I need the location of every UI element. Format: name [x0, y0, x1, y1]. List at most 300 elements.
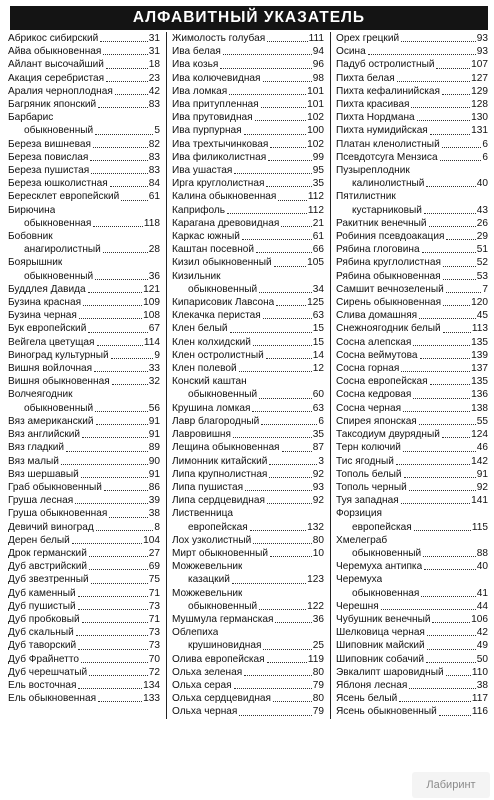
- index-entry: [336, 653, 488, 666]
- dot-leader: [427, 648, 476, 650]
- index-entry: [336, 217, 488, 230]
- entry-name: Липа пушистая: [172, 481, 244, 493]
- entry-page-number: 120: [471, 297, 488, 309]
- index-entry: [336, 560, 488, 573]
- entry-page-number: 93: [312, 481, 324, 493]
- index-entry: [172, 217, 324, 230]
- dot-leader: [93, 225, 143, 227]
- entry-name: Ива колючевидная: [172, 72, 261, 84]
- entry-name: Дуб таворский: [8, 640, 77, 652]
- dot-leader: [381, 608, 476, 610]
- entry-row: [336, 177, 488, 190]
- dot-leader: [83, 304, 142, 306]
- index-entry: [336, 322, 488, 335]
- entry-page-number: 35: [312, 178, 324, 190]
- entry-name: Ива белая: [172, 46, 221, 58]
- dot-leader: [121, 199, 147, 201]
- entry-page-number: 18: [148, 59, 160, 71]
- entry-name: Рябина глоговина: [336, 244, 420, 256]
- entry-name: обыкновенный: [188, 600, 258, 612]
- entry-name: Хмелеграб: [336, 534, 388, 546]
- entry-row: [8, 349, 160, 362]
- index-entry: [8, 679, 160, 692]
- dot-leader: [430, 133, 470, 135]
- dot-leader: [230, 331, 312, 333]
- index-entry: [336, 138, 488, 151]
- dot-leader: [244, 133, 307, 135]
- index-entry: [336, 151, 488, 164]
- entry-page-number: 83: [148, 151, 160, 163]
- entry-name: Береза пушистая: [8, 165, 90, 177]
- index-entry: [8, 560, 160, 573]
- entry-row: [172, 507, 324, 520]
- entry-page-number: 101: [307, 85, 324, 97]
- entry-name: Дуб черешчатый: [8, 666, 88, 678]
- entry-page-number: 115: [471, 521, 488, 533]
- dot-leader: [282, 450, 312, 452]
- entry-name: Падуб остролистный: [336, 59, 435, 71]
- dot-leader: [88, 331, 147, 333]
- entry-name: Девичий виноград: [8, 521, 94, 533]
- entry-row: [172, 256, 324, 269]
- entry-name: Пузыреплодник: [336, 165, 410, 177]
- index-column-2: [166, 32, 324, 719]
- dot-leader: [446, 291, 482, 293]
- entry-row: [8, 613, 160, 626]
- dot-leader: [259, 397, 312, 399]
- entry-row: [172, 270, 324, 283]
- index-entry: [172, 322, 324, 335]
- entry-row: [172, 190, 324, 203]
- entry-page-number: 94: [312, 46, 324, 58]
- index-entry: [336, 375, 488, 388]
- dot-leader: [103, 251, 148, 253]
- entry-row: [336, 190, 488, 203]
- entry-page-number: 9: [154, 349, 160, 361]
- dot-leader: [100, 40, 148, 42]
- index-entry: [8, 521, 160, 534]
- dot-leader: [253, 542, 312, 544]
- entry-row: [336, 270, 488, 283]
- index-entry: [172, 428, 324, 441]
- index-entry: [336, 692, 488, 705]
- entry-name: Рябина обыкновенная: [336, 270, 441, 282]
- entry-row: [172, 138, 324, 151]
- index-entry: [8, 322, 160, 335]
- entry-row: [172, 388, 324, 401]
- dot-leader: [61, 463, 148, 465]
- entry-row: [8, 587, 160, 600]
- dot-leader: [263, 648, 311, 650]
- index-entry: [8, 666, 160, 679]
- entry-row: [336, 547, 488, 560]
- index-entry: [336, 705, 488, 718]
- entry-page-number: 8: [154, 521, 160, 533]
- index-entry: [8, 639, 160, 652]
- index-entry: [172, 164, 324, 177]
- index-entry: [336, 98, 488, 111]
- entry-name: Сосна горная: [336, 363, 400, 375]
- entry-name: Клен колхидский: [172, 336, 251, 348]
- index-entry: [172, 336, 324, 349]
- entry-name: Акация серебристая: [8, 72, 105, 84]
- index-entry: [8, 256, 160, 282]
- index-entry: [172, 32, 324, 45]
- index-entry: [172, 349, 324, 362]
- index-entry: [172, 653, 324, 666]
- index-entry: [172, 587, 324, 613]
- entry-name: обыкновенный: [24, 270, 94, 282]
- entry-row: [172, 666, 324, 679]
- entry-page-number: 95: [312, 165, 324, 177]
- entry-page-number: 69: [148, 561, 160, 573]
- index-entry: [172, 402, 324, 415]
- entry-row: [336, 309, 488, 322]
- entry-name: Тополь белый: [336, 468, 402, 480]
- dot-leader: [269, 476, 311, 478]
- entry-row: [172, 521, 324, 534]
- index-entry: [172, 190, 324, 203]
- dot-leader: [106, 80, 148, 82]
- entry-page-number: 15: [312, 336, 324, 348]
- index-entry: [8, 507, 160, 520]
- entry-name: Ракитник венечный: [336, 217, 427, 229]
- dot-leader: [78, 687, 142, 689]
- entry-page-number: 118: [143, 217, 160, 229]
- entry-row: [172, 653, 324, 666]
- entry-row: [8, 309, 160, 322]
- dot-leader: [111, 357, 154, 359]
- entry-name: Рябина круглолистная: [336, 257, 441, 269]
- entry-name: Дрок германский: [8, 547, 87, 559]
- dot-leader: [82, 621, 148, 623]
- index-entry: [172, 309, 324, 322]
- dot-leader: [419, 317, 476, 319]
- dot-leader: [443, 265, 476, 267]
- entry-row: [8, 441, 160, 454]
- index-entry: [8, 653, 160, 666]
- entry-page-number: 53: [476, 270, 488, 282]
- entry-page-number: 28: [148, 244, 160, 256]
- entry-row: [8, 507, 160, 520]
- entry-row: [336, 468, 488, 481]
- entry-page-number: 92: [476, 481, 488, 493]
- entry-row: [172, 600, 324, 613]
- entry-page-number: 31: [148, 33, 160, 44]
- entry-name: Терн колючий: [336, 442, 401, 454]
- entry-name: Береза повислая: [8, 151, 89, 163]
- dot-leader: [432, 621, 470, 623]
- entry-row: [336, 521, 488, 534]
- dot-leader: [234, 172, 311, 174]
- entry-name: Клен остролистный: [172, 349, 264, 361]
- entry-page-number: 32: [148, 376, 160, 388]
- index-entry: [8, 573, 160, 586]
- entry-row: [336, 72, 488, 85]
- entry-row: [8, 98, 160, 111]
- dot-leader: [409, 489, 476, 491]
- entry-name: Платан кленолистный: [336, 138, 440, 150]
- entry-page-number: 79: [312, 706, 324, 718]
- index-entry: [172, 613, 324, 626]
- entry-name: Лавровишня: [172, 429, 231, 441]
- entry-name: Клен белый: [172, 323, 228, 335]
- index-entry: [336, 388, 488, 401]
- entry-page-number: 6: [482, 138, 488, 150]
- entry-row: [336, 204, 488, 217]
- entry-row: [172, 243, 324, 256]
- entry-page-number: 82: [148, 138, 160, 150]
- entry-row: [172, 98, 324, 111]
- entry-page-number: 105: [307, 257, 324, 269]
- entry-name: Лиственница: [172, 508, 233, 520]
- entry-page-number: 137: [471, 363, 488, 375]
- index-entry: [8, 283, 160, 296]
- entry-row: [336, 600, 488, 613]
- dot-leader: [269, 463, 317, 465]
- entry-name: Шиповник собачий: [336, 653, 425, 665]
- entry-row: [8, 679, 160, 692]
- entry-name: Клекачка перистая: [172, 310, 261, 322]
- dot-leader: [442, 436, 470, 438]
- entry-page-number: 89: [148, 442, 160, 454]
- entry-row: [8, 256, 160, 269]
- dot-leader: [263, 317, 312, 319]
- index-entry: [172, 679, 324, 692]
- entry-row: [8, 521, 160, 534]
- index-entry: [172, 111, 324, 124]
- dot-leader: [109, 516, 147, 518]
- entry-row: [336, 455, 488, 468]
- entry-name: Олива европейская: [172, 653, 265, 665]
- index-entry: [172, 468, 324, 481]
- entry-page-number: 50: [476, 653, 488, 665]
- entry-row: [8, 111, 160, 124]
- entry-name: Лещина обыкновенная: [172, 442, 280, 454]
- index-entry: [172, 256, 324, 269]
- index-entry: [172, 124, 324, 137]
- entry-row: [8, 494, 160, 507]
- dot-leader: [239, 370, 312, 372]
- entry-row: [8, 428, 160, 441]
- entry-name: обыкновенный: [24, 125, 94, 137]
- entry-page-number: 38: [148, 508, 160, 520]
- dot-leader: [270, 555, 312, 557]
- entry-name: Каркас южный: [172, 231, 240, 243]
- index-entry: [8, 98, 160, 111]
- entry-row: [8, 600, 160, 613]
- entry-row: [172, 283, 324, 296]
- index-entry: [8, 441, 160, 454]
- dot-leader: [95, 133, 153, 135]
- dot-leader: [275, 621, 311, 623]
- entry-page-number: 66: [312, 244, 324, 256]
- dot-leader: [89, 568, 148, 570]
- entry-name: Черемуха антипка: [336, 561, 423, 573]
- dot-leader: [115, 93, 148, 95]
- index-entry: [336, 124, 488, 137]
- index-entry: [336, 111, 488, 124]
- dot-leader: [440, 159, 482, 161]
- entry-page-number: 6: [318, 415, 324, 427]
- index-entry: [8, 362, 160, 375]
- entry-name: Вишня войлочная: [8, 363, 93, 375]
- entry-name: Бузина красная: [8, 297, 82, 309]
- entry-name: Айва обыкновенная: [8, 46, 102, 58]
- entry-page-number: 41: [476, 587, 488, 599]
- entry-name: Айлант высочайший: [8, 59, 104, 71]
- dot-leader: [89, 555, 148, 557]
- dot-leader: [93, 146, 148, 148]
- dot-leader: [401, 40, 476, 42]
- entry-row: [172, 705, 324, 718]
- entry-name: Сосна европейская: [336, 376, 428, 388]
- entry-row: [172, 309, 324, 322]
- entry-row: [172, 151, 324, 164]
- entry-page-number: 98: [312, 72, 324, 84]
- entry-row: [172, 296, 324, 309]
- entry-name: Ирга круглолистная: [172, 178, 265, 190]
- dot-leader: [255, 119, 307, 121]
- dot-leader: [91, 582, 148, 584]
- dot-leader: [401, 502, 470, 504]
- index-entry: [336, 45, 488, 58]
- entry-page-number: 70: [148, 653, 160, 665]
- index-entry: [172, 151, 324, 164]
- dot-leader: [229, 93, 306, 95]
- dot-leader: [96, 529, 154, 531]
- entry-page-number: 108: [143, 310, 160, 322]
- dot-leader: [104, 489, 148, 491]
- entry-row: [172, 441, 324, 454]
- dot-leader: [81, 476, 148, 478]
- entry-name: Кизил обыкновенный: [172, 257, 272, 269]
- entry-row: [336, 243, 488, 256]
- index-entry: [172, 177, 324, 190]
- dot-leader: [423, 555, 476, 557]
- entry-row: [336, 653, 488, 666]
- entry-name: обыкновенный: [352, 547, 422, 559]
- index-entry: [172, 362, 324, 375]
- entry-row: [8, 204, 160, 217]
- entry-name: Ольха зеленая: [172, 666, 243, 678]
- entry-name: Бирючина: [8, 204, 56, 216]
- entry-page-number: 130: [471, 112, 488, 124]
- entry-page-number: 40: [476, 561, 488, 573]
- entry-name: Крушина ломкая: [172, 402, 251, 414]
- dot-leader: [95, 278, 148, 280]
- index-entry: [336, 296, 488, 309]
- index-entry: [172, 270, 324, 296]
- dot-leader: [259, 608, 306, 610]
- entry-page-number: 139: [471, 349, 488, 361]
- dot-leader: [90, 159, 147, 161]
- entry-name: Эвкалипт шаровидный: [336, 666, 444, 678]
- entry-row: [336, 573, 488, 586]
- entry-page-number: 129: [471, 85, 488, 97]
- entry-name: обыкновенный: [24, 402, 94, 414]
- dot-leader: [97, 344, 143, 346]
- entry-page-number: 112: [307, 191, 324, 203]
- dot-leader: [430, 383, 471, 385]
- entry-name: Ива трехтычинковая: [172, 138, 269, 150]
- dot-leader: [110, 185, 148, 187]
- entry-row: [172, 85, 324, 98]
- entry-page-number: 102: [307, 138, 324, 150]
- index-entry: [8, 111, 160, 137]
- index-entry: [8, 177, 160, 190]
- entry-page-number: 106: [471, 613, 488, 625]
- dot-leader: [443, 278, 476, 280]
- index-entry: [8, 190, 160, 203]
- entry-row: [336, 45, 488, 58]
- index-entry: [172, 296, 324, 309]
- entry-page-number: 109: [143, 297, 160, 309]
- entry-name: Пихта Нордмана: [336, 112, 415, 124]
- entry-name: Сосна черная: [336, 402, 402, 414]
- index-entry: [336, 402, 488, 415]
- entry-row: [172, 217, 324, 230]
- dot-leader: [223, 53, 312, 55]
- index-entry: [336, 270, 488, 283]
- entry-name: Черемуха: [336, 574, 383, 586]
- entry-row: [336, 639, 488, 652]
- entry-name: Лавр благородный: [172, 415, 260, 427]
- index-entry: [172, 441, 324, 454]
- entry-row: [8, 653, 160, 666]
- entry-page-number: 121: [143, 283, 160, 295]
- entry-page-number: 123: [307, 574, 324, 586]
- index-entry: [8, 32, 160, 45]
- dot-leader: [273, 700, 312, 702]
- dot-leader: [75, 502, 148, 504]
- watermark-badge: Лабиринт: [412, 772, 490, 798]
- dot-leader: [256, 251, 312, 253]
- entry-page-number: 134: [143, 679, 160, 691]
- dot-leader: [411, 106, 470, 108]
- entry-page-number: 124: [471, 429, 488, 441]
- index-entry: [8, 626, 160, 639]
- dot-leader: [421, 595, 475, 597]
- index-entry: [8, 85, 160, 98]
- entry-row: [172, 375, 324, 388]
- dot-leader: [94, 370, 148, 372]
- entry-name: Ель обыкновенная: [8, 693, 97, 705]
- dot-leader: [436, 67, 470, 69]
- index-entry: [172, 45, 324, 58]
- entry-row: [8, 388, 160, 401]
- entry-name: Лох узколистный: [172, 534, 252, 546]
- dot-leader: [446, 674, 471, 676]
- index-entry: [336, 481, 488, 494]
- entry-page-number: 127: [471, 72, 488, 84]
- index-entry: [172, 626, 324, 652]
- entry-row: [8, 481, 160, 494]
- index-entry: [172, 138, 324, 151]
- dot-leader: [276, 304, 306, 306]
- entry-row: [336, 32, 488, 45]
- index-entry: [8, 58, 160, 71]
- dot-leader: [417, 119, 470, 121]
- entry-page-number: 44: [476, 600, 488, 612]
- entry-page-number: 6: [482, 151, 488, 163]
- entry-page-number: 73: [148, 640, 160, 652]
- index-entry: [336, 190, 488, 216]
- entry-row: [336, 626, 488, 639]
- entry-row: [8, 639, 160, 652]
- index-entry: [8, 349, 160, 362]
- entry-page-number: 71: [148, 613, 160, 625]
